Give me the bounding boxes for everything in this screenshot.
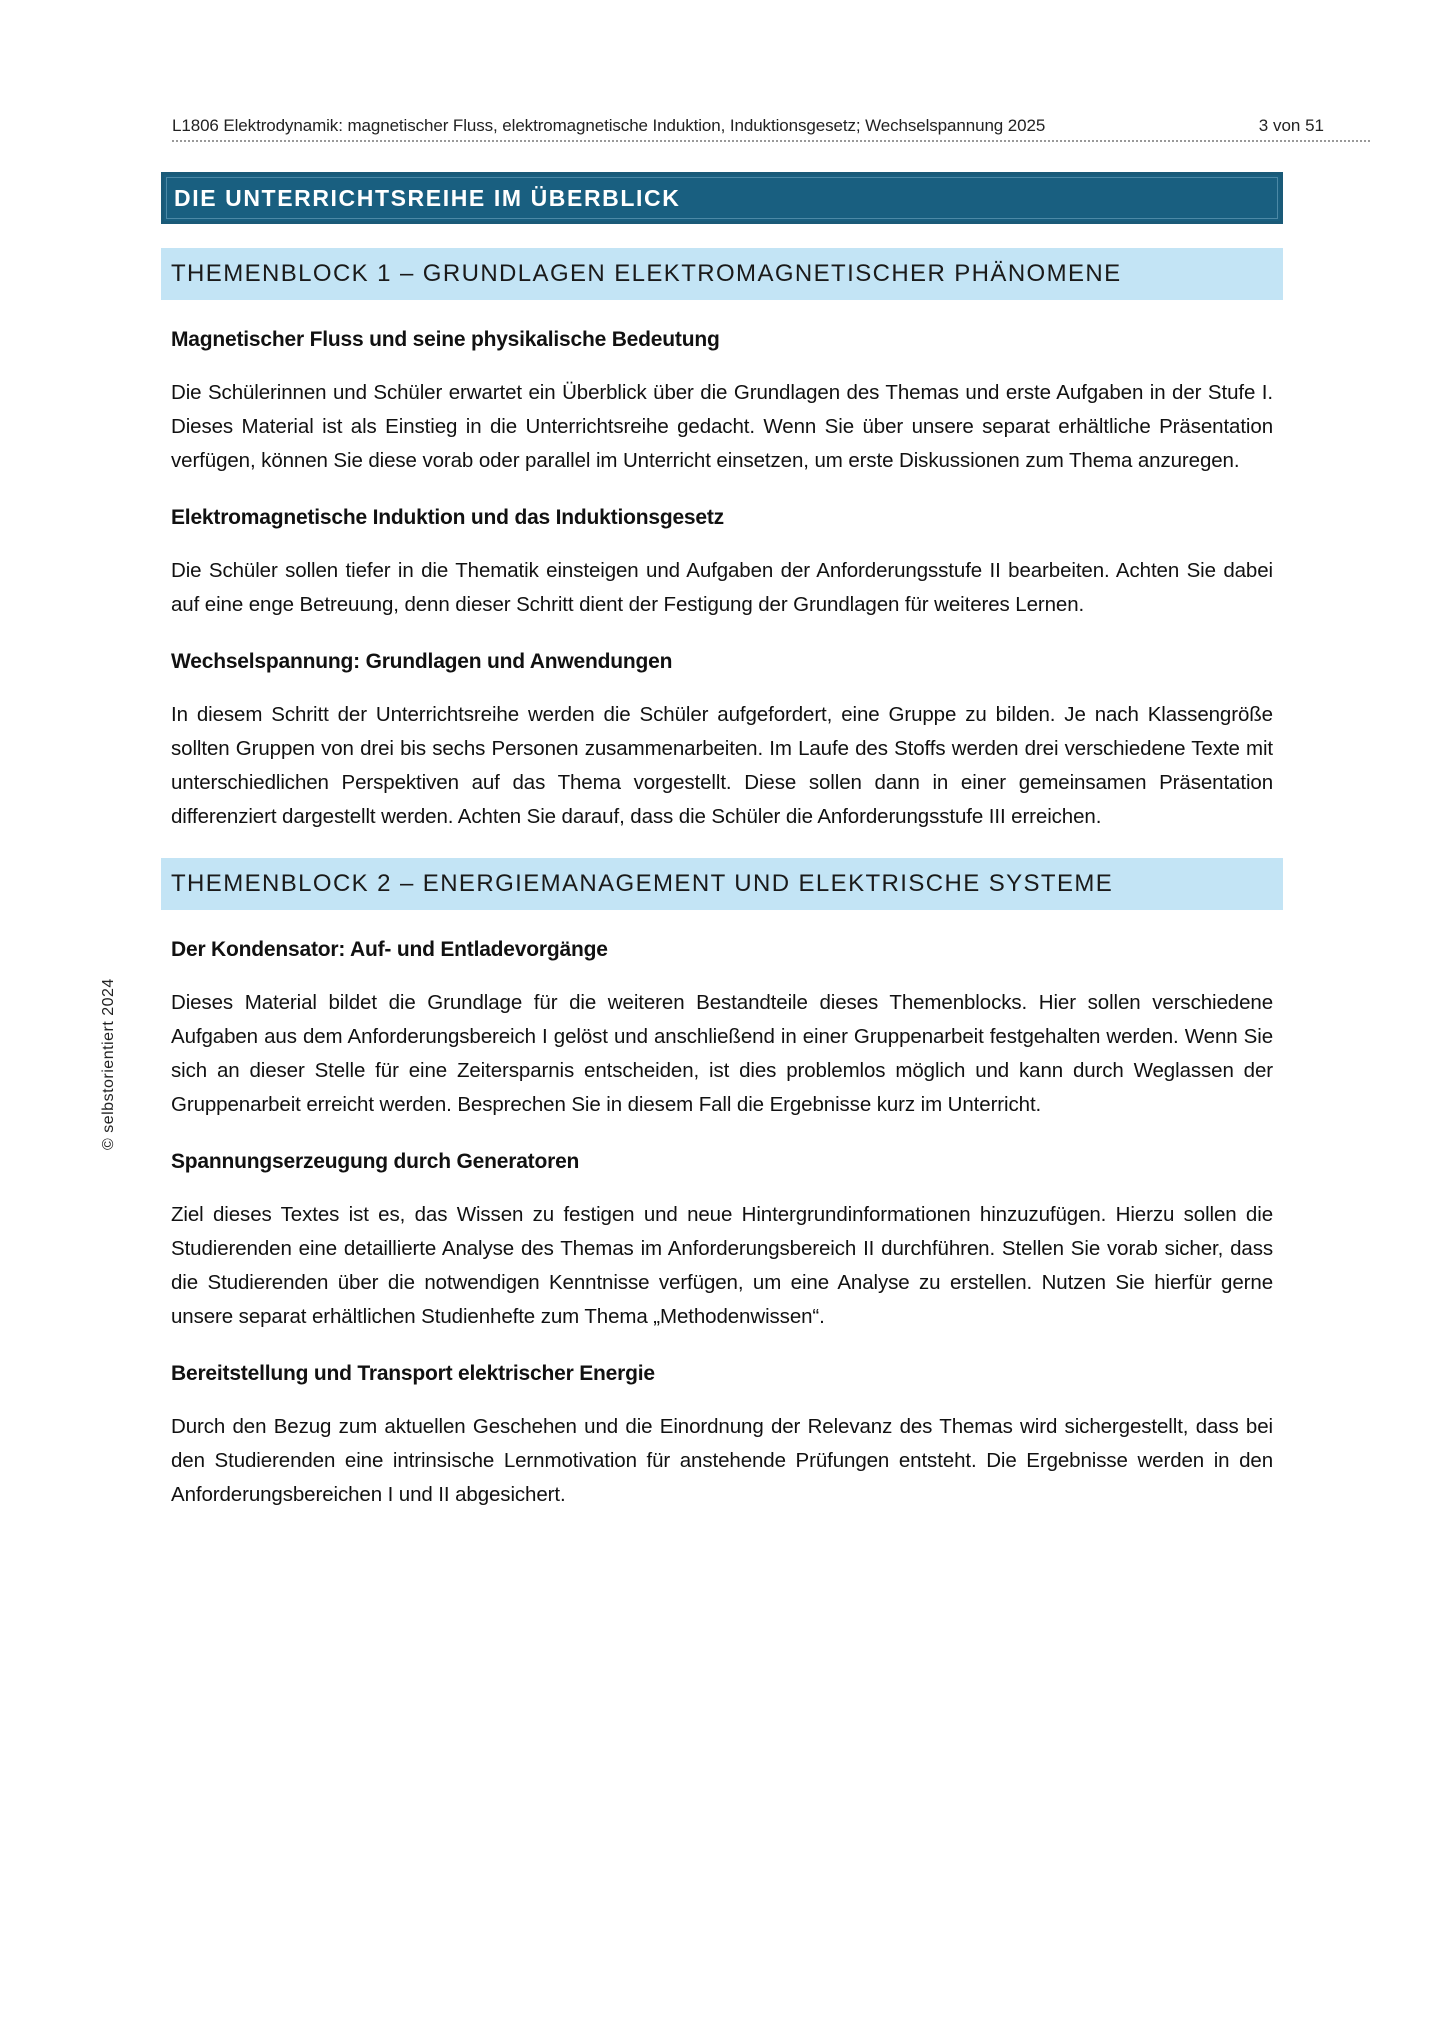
- themenblock-1-heading: THEMENBLOCK 1 – GRUNDLAGEN ELEKTROMAGNETISCHER PHÄNOMENE: [161, 248, 1283, 300]
- section-paragraph: Die Schüler sollen tiefer in die Thematik einsteigen und Aufgaben der Anforderungsstufe II bearbeiten. Achten Sie dabei auf eine enge Betreuung, denn dieser Schritt dient der Festigung der Grundlagen für weiteres Lernen.: [171, 559, 1273, 616]
- section-heading: Spannungserzeugung durch Generatoren: [171, 1150, 580, 1173]
- themenblock-2-heading: THEMENBLOCK 2 – ENERGIEMANAGEMENT UND ELEKTRISCHE SYSTEME: [161, 858, 1283, 910]
- document-title: L1806 Elektrodynamik: magnetischer Fluss, elektromagnetische Induktion, Induktionsgesetz; Wechselspannung 2025: [172, 116, 1046, 135]
- section-paragraph: Die Schülerinnen und Schüler erwartet ein Überblick über die Grundlagen des Themas und erste Aufgaben in der Stufe I. Dieses Material ist als Einstieg in die Unterrichtsreihe gedacht. Wenn Sie über unsere separat erhältliche Präsentation verfügen, können Sie diese vorab oder parallel im Unterricht einsetzen, um erste Diskussionen zum Thema anzuregen.: [171, 381, 1273, 472]
- section-heading: Magnetischer Fluss und seine physikalische Bedeutung: [171, 328, 720, 351]
- section-paragraph: Ziel dieses Textes ist es, das Wissen zu festigen und neue Hintergrundinformationen hinzuzufügen. Hierzu sollen die Studierenden eine detaillierte Analyse des Themas im Anforderungsbereich II durchführen. Stellen Sie vorab sicher, dass die Studierenden über die notwendigen Kenntnisse verfügen, um eine Analyse zu erstellen. Nutzen Sie hierfür gerne unsere separat erhältlichen Studienhefte zum Thema „Methodenwissen“.: [171, 1203, 1273, 1328]
- section-paragraph: Dieses Material bildet die Grundlage für die weiteren Bestandteile dieses Themenblocks. Hier sollen verschiedene Aufgaben aus dem Anforderungsbereich I gelöst und anschließend in einer Gruppenarbeit festgehalten werden. Wenn Sie sich an dieser Stelle für eine Zeitersparnis entscheiden, ist dies problemlos möglich und kann durch Weglassen der Gruppenarbeit erreicht werden. Besprechen Sie in diesem Fall die Ergebnisse kurz im Unterricht.: [171, 991, 1273, 1116]
- section-heading: Bereitstellung und Transport elektrischer Energie: [171, 1362, 655, 1385]
- section-paragraph: In diesem Schritt der Unterrichtsreihe werden die Schüler aufgefordert, eine Gruppe zu bilden. Je nach Klassengröße sollten Gruppen von drei bis sechs Personen zusammenarbeiten. Im Laufe des Stoffs werden drei verschiedene Texte mit unterschiedlichen Perspektiven auf das Thema vorgestellt. Diese sollen dann in einer gemeinsamen Präsentation differenziert dargestellt werden. Achten Sie darauf, dass die Schüler die Anforderungsstufe III erreichen.: [171, 703, 1273, 828]
- main-content: [161, 172, 1283, 1512]
- section-heading: Wechselspannung: Grundlagen und Anwendungen: [171, 650, 673, 673]
- copyright-notice: © selbstorientiert 2024: [100, 978, 117, 1150]
- section-heading: Elektromagnetische Induktion und das Induktionsgesetz: [171, 506, 724, 529]
- page-number: 3 von 51: [1258, 116, 1324, 135]
- section-paragraph: Durch den Bezug zum aktuellen Geschehen und die Einordnung der Relevanz des Themas wird sichergestellt, dass bei den Studierenden eine intrinsische Lernmotivation für anstehende Prüfungen entsteht. Die Ergebnisse werden in den Anforderungsbereichen I und II abgesichert.: [171, 1415, 1273, 1506]
- section-heading: Der Kondensator: Auf- und Entladevorgänge: [171, 938, 608, 961]
- section-banner: DIE UNTERRICHTSREIHE IM ÜBERBLICK: [161, 172, 1283, 224]
- page-header: [172, 114, 1370, 142]
